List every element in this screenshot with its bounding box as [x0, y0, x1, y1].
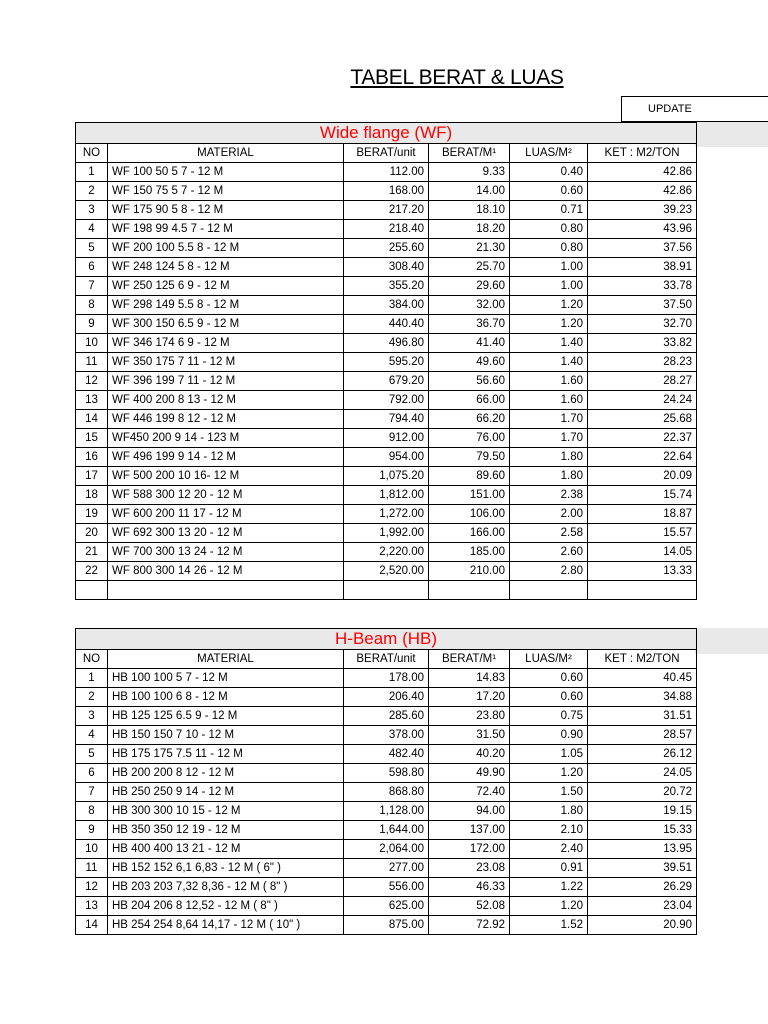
cell-ket: 42.86: [588, 182, 697, 201]
cell-berat-m: 79.50: [429, 448, 510, 467]
cell-no: 6: [76, 764, 108, 783]
header-ket: KET : M2/TON: [588, 650, 697, 669]
cell-no: 1: [76, 669, 108, 688]
cell-luas: 2.80: [510, 562, 588, 581]
cell-berat-unit: 2,220.00: [344, 543, 429, 562]
cell-ket: 13.95: [588, 840, 697, 859]
cell-berat-m: 32.00: [429, 296, 510, 315]
cell-berat-m: 106.00: [429, 505, 510, 524]
cell-no: 13: [76, 897, 108, 916]
cell-material: WF 248 124 5 8 - 12 M: [108, 258, 344, 277]
wf-title-strip: [695, 122, 768, 147]
cell-berat-m: 21.30: [429, 239, 510, 258]
cell-ket: 37.56: [588, 239, 697, 258]
cell-ket: 23.04: [588, 897, 697, 916]
table-row: [76, 448, 697, 467]
table-row: [76, 916, 697, 935]
cell-berat-m: 66.00: [429, 391, 510, 410]
cell-berat-unit: 178.00: [344, 669, 429, 688]
cell-berat-unit: 912.00: [344, 429, 429, 448]
table-row: [76, 163, 697, 182]
cell-berat-unit: 868.80: [344, 783, 429, 802]
hb-table: [75, 628, 697, 935]
cell-berat-unit: 794.40: [344, 410, 429, 429]
cell-luas: 1.00: [510, 277, 588, 296]
cell-no: 4: [76, 726, 108, 745]
cell-ket: 39.23: [588, 201, 697, 220]
cell-ket: 33.78: [588, 277, 697, 296]
table-row: [76, 726, 697, 745]
cell-berat-unit: 556.00: [344, 878, 429, 897]
table-row: [76, 353, 697, 372]
table-row: [76, 334, 697, 353]
cell-ket: 19.15: [588, 802, 697, 821]
cell-berat-m: 41.40: [429, 334, 510, 353]
cell-luas: 0.91: [510, 859, 588, 878]
cell-material: WF 100 50 5 7 - 12 M: [108, 163, 344, 182]
cell-material: WF 500 200 10 16- 12 M: [108, 467, 344, 486]
cell-no: 9: [76, 315, 108, 334]
cell-berat-unit: 875.00: [344, 916, 429, 935]
header-berat-m: BERAT/M¹: [429, 144, 510, 163]
cell-no: 10: [76, 334, 108, 353]
cell-material: WF 175 90 5 8 - 12 M: [108, 201, 344, 220]
cell-berat-m: 185.00: [429, 543, 510, 562]
cell-ket: [588, 581, 697, 600]
cell-no: 16: [76, 448, 108, 467]
cell-luas: 0.60: [510, 182, 588, 201]
cell-material: WF 446 199 8 12 - 12 M: [108, 410, 344, 429]
cell-ket: 40.45: [588, 669, 697, 688]
cell-berat-unit: 792.00: [344, 391, 429, 410]
cell-berat-m: 89.60: [429, 467, 510, 486]
cell-no: 2: [76, 182, 108, 201]
cell-ket: 13.33: [588, 562, 697, 581]
cell-ket: 15.74: [588, 486, 697, 505]
cell-luas: 0.60: [510, 688, 588, 707]
cell-luas: 0.90: [510, 726, 588, 745]
header-no: NO: [76, 650, 108, 669]
cell-material: WF 198 99 4.5 7 - 12 M: [108, 220, 344, 239]
cell-material: HB 300 300 10 15 - 12 M: [108, 802, 344, 821]
cell-material: WF 346 174 6 9 - 12 M: [108, 334, 344, 353]
cell-luas: 1.20: [510, 296, 588, 315]
cell-berat-unit: 2,520.00: [344, 562, 429, 581]
cell-berat-m: 49.60: [429, 353, 510, 372]
cell-no: 5: [76, 745, 108, 764]
cell-berat-unit: 1,812.00: [344, 486, 429, 505]
cell-luas: 1.00: [510, 258, 588, 277]
header-berat-unit: BERAT/unit: [344, 650, 429, 669]
cell-berat-m: 72.40: [429, 783, 510, 802]
cell-no: 3: [76, 201, 108, 220]
cell-material: WF 200 100 5.5 8 - 12 M: [108, 239, 344, 258]
table-row: [76, 182, 697, 201]
cell-luas: 2.58: [510, 524, 588, 543]
cell-material: WF 298 149 5.5 8 - 12 M: [108, 296, 344, 315]
cell-luas: 0.80: [510, 220, 588, 239]
cell-berat-m: 210.00: [429, 562, 510, 581]
cell-ket: 15.33: [588, 821, 697, 840]
cell-material: HB 125 125 6.5 9 - 12 M: [108, 707, 344, 726]
cell-no: 13: [76, 391, 108, 410]
cell-material: WF 250 125 6 9 - 12 M: [108, 277, 344, 296]
cell-berat-unit: 954.00: [344, 448, 429, 467]
header-luas: LUAS/M²: [510, 144, 588, 163]
cell-ket: 38.91: [588, 258, 697, 277]
table-row: [76, 429, 697, 448]
cell-no: 18: [76, 486, 108, 505]
cell-berat-unit: 679.20: [344, 372, 429, 391]
cell-luas: 1.20: [510, 315, 588, 334]
table-row: [76, 315, 697, 334]
cell-berat-unit: 1,644.00: [344, 821, 429, 840]
cell-berat-m: 66.20: [429, 410, 510, 429]
cell-luas: 0.80: [510, 239, 588, 258]
cell-no: 22: [76, 562, 108, 581]
cell-berat-unit: 112.00: [344, 163, 429, 182]
cell-berat-unit: 217.20: [344, 201, 429, 220]
cell-material: HB 100 100 5 7 - 12 M: [108, 669, 344, 688]
update-cell: UPDATE: [621, 96, 768, 122]
cell-berat-unit: 1,128.00: [344, 802, 429, 821]
cell-ket: 28.27: [588, 372, 697, 391]
header-berat-m: BERAT/M¹: [429, 650, 510, 669]
cell-no: 3: [76, 707, 108, 726]
table-row: [76, 802, 697, 821]
cell-berat-unit: 378.00: [344, 726, 429, 745]
cell-berat-m: 23.80: [429, 707, 510, 726]
cell-ket: 33.82: [588, 334, 697, 353]
cell-ket: 32.70: [588, 315, 697, 334]
cell-berat-m: 18.20: [429, 220, 510, 239]
cell-ket: 28.23: [588, 353, 697, 372]
cell-berat-unit: 598.80: [344, 764, 429, 783]
section-title: Wide flange (WF): [76, 123, 697, 144]
cell-berat-m: 94.00: [429, 802, 510, 821]
cell-luas: 2.00: [510, 505, 588, 524]
cell-luas: 1.40: [510, 334, 588, 353]
cell-berat-m: 172.00: [429, 840, 510, 859]
cell-material: HB 203 203 7,32 8,36 - 12 M ( 8" ): [108, 878, 344, 897]
cell-berat-unit: 384.00: [344, 296, 429, 315]
cell-no: [76, 581, 108, 600]
cell-berat-unit: 308.40: [344, 258, 429, 277]
cell-no: 11: [76, 353, 108, 372]
cell-no: 1: [76, 163, 108, 182]
table-row: [76, 220, 697, 239]
cell-material: HB 175 175 7.5 11 - 12 M: [108, 745, 344, 764]
cell-luas: 1.60: [510, 391, 588, 410]
cell-no: 9: [76, 821, 108, 840]
cell-material: WF 700 300 13 24 - 12 M: [108, 543, 344, 562]
cell-luas: 1.52: [510, 916, 588, 935]
cell-material: WF 692 300 13 20 - 12 M: [108, 524, 344, 543]
cell-luas: 2.38: [510, 486, 588, 505]
cell-no: 5: [76, 239, 108, 258]
table-row: [76, 840, 697, 859]
cell-no: 11: [76, 859, 108, 878]
cell-no: 4: [76, 220, 108, 239]
cell-berat-m: 29.60: [429, 277, 510, 296]
cell-berat-unit: 277.00: [344, 859, 429, 878]
cell-berat-m: 17.20: [429, 688, 510, 707]
cell-luas: 2.10: [510, 821, 588, 840]
cell-ket: 20.72: [588, 783, 697, 802]
table-row: [76, 745, 697, 764]
cell-no: 12: [76, 372, 108, 391]
cell-berat-m: 23.08: [429, 859, 510, 878]
table-row: [76, 878, 697, 897]
cell-berat-m: 166.00: [429, 524, 510, 543]
cell-ket: 26.29: [588, 878, 697, 897]
cell-ket: 25.68: [588, 410, 697, 429]
cell-luas: 1.70: [510, 429, 588, 448]
table-row: [76, 897, 697, 916]
table-row: [76, 239, 697, 258]
cell-no: 15: [76, 429, 108, 448]
cell-luas: 1.60: [510, 372, 588, 391]
cell-berat-unit: 285.60: [344, 707, 429, 726]
cell-luas: 0.75: [510, 707, 588, 726]
table-row: [76, 201, 697, 220]
cell-material: HB 254 254 8,64 14,17 - 12 M ( 10" ): [108, 916, 344, 935]
cell-material: HB 204 206 8 12,52 - 12 M ( 8" ): [108, 897, 344, 916]
cell-luas: 1.80: [510, 802, 588, 821]
cell-luas: 0.60: [510, 669, 588, 688]
page-title: TABEL BERAT & LUAS: [350, 66, 564, 89]
cell-ket: 39.51: [588, 859, 697, 878]
cell-ket: 42.86: [588, 163, 697, 182]
section-title: H-Beam (HB): [76, 629, 697, 650]
cell-berat-m: 31.50: [429, 726, 510, 745]
cell-no: 19: [76, 505, 108, 524]
cell-material: WF 588 300 12 20 - 12 M: [108, 486, 344, 505]
cell-berat-m: 14.83: [429, 669, 510, 688]
cell-berat-m: [429, 581, 510, 600]
cell-ket: 20.09: [588, 467, 697, 486]
table-row: [76, 486, 697, 505]
table-row: [76, 562, 697, 581]
cell-luas: 1.40: [510, 353, 588, 372]
cell-luas: 2.60: [510, 543, 588, 562]
table-row: [76, 859, 697, 878]
cell-berat-unit: 1,272.00: [344, 505, 429, 524]
cell-material: HB 150 150 7 10 - 12 M: [108, 726, 344, 745]
cell-berat-unit: 218.40: [344, 220, 429, 239]
cell-luas: [510, 581, 588, 600]
cell-luas: 1.80: [510, 467, 588, 486]
cell-berat-unit: 2,064.00: [344, 840, 429, 859]
cell-luas: 1.22: [510, 878, 588, 897]
header-material: MATERIAL: [108, 144, 344, 163]
cell-no: 20: [76, 524, 108, 543]
cell-no: 21: [76, 543, 108, 562]
table-row: [76, 821, 697, 840]
cell-berat-unit: 1,075.20: [344, 467, 429, 486]
cell-ket: 26.12: [588, 745, 697, 764]
table-row: [76, 505, 697, 524]
cell-no: 10: [76, 840, 108, 859]
table-row: [76, 467, 697, 486]
cell-berat-m: 36.70: [429, 315, 510, 334]
cell-ket: 43.96: [588, 220, 697, 239]
cell-material: WF 350 175 7 11 - 12 M: [108, 353, 344, 372]
cell-ket: 31.51: [588, 707, 697, 726]
cell-ket: 24.05: [588, 764, 697, 783]
cell-material: WF 150 75 5 7 - 12 M: [108, 182, 344, 201]
cell-no: 8: [76, 802, 108, 821]
table-row: [76, 258, 697, 277]
cell-berat-m: 137.00: [429, 821, 510, 840]
cell-berat-m: 56.60: [429, 372, 510, 391]
cell-berat-unit: 440.40: [344, 315, 429, 334]
cell-berat-unit: 1,992.00: [344, 524, 429, 543]
cell-no: 14: [76, 916, 108, 935]
table-row: [76, 581, 697, 600]
cell-berat-m: 46.33: [429, 878, 510, 897]
cell-material: HB 350 350 12 19 - 12 M: [108, 821, 344, 840]
table-row: [76, 372, 697, 391]
cell-ket: 22.37: [588, 429, 697, 448]
cell-berat-unit: [344, 581, 429, 600]
cell-no: 8: [76, 296, 108, 315]
cell-ket: 34.88: [588, 688, 697, 707]
cell-berat-unit: 482.40: [344, 745, 429, 764]
cell-berat-unit: 625.00: [344, 897, 429, 916]
cell-luas: 0.71: [510, 201, 588, 220]
cell-berat-unit: 168.00: [344, 182, 429, 201]
cell-ket: 20.90: [588, 916, 697, 935]
cell-berat-m: 40.20: [429, 745, 510, 764]
header-berat-unit: BERAT/unit: [344, 144, 429, 163]
cell-berat-m: 151.00: [429, 486, 510, 505]
cell-luas: 1.80: [510, 448, 588, 467]
cell-no: 7: [76, 277, 108, 296]
cell-ket: 37.50: [588, 296, 697, 315]
wf-table: [75, 122, 697, 600]
cell-ket: 18.87: [588, 505, 697, 524]
cell-berat-unit: 496.80: [344, 334, 429, 353]
cell-material: WF 396 199 7 11 - 12 M: [108, 372, 344, 391]
cell-berat-m: 14.00: [429, 182, 510, 201]
table-row: [76, 543, 697, 562]
cell-material: WF 400 200 8 13 - 12 M: [108, 391, 344, 410]
table-row: [76, 524, 697, 543]
cell-no: 12: [76, 878, 108, 897]
cell-berat-unit: 355.20: [344, 277, 429, 296]
cell-luas: 1.70: [510, 410, 588, 429]
cell-ket: 22.64: [588, 448, 697, 467]
cell-luas: 1.20: [510, 764, 588, 783]
cell-berat-unit: 206.40: [344, 688, 429, 707]
header-luas: LUAS/M²: [510, 650, 588, 669]
cell-material: HB 100 100 6 8 - 12 M: [108, 688, 344, 707]
table-row: [76, 410, 697, 429]
table-row: [76, 688, 697, 707]
cell-berat-m: 76.00: [429, 429, 510, 448]
header-material: MATERIAL: [108, 650, 344, 669]
cell-ket: 14.05: [588, 543, 697, 562]
table-row: [76, 296, 697, 315]
cell-berat-m: 52.08: [429, 897, 510, 916]
header-no: NO: [76, 144, 108, 163]
cell-luas: 1.20: [510, 897, 588, 916]
cell-no: 14: [76, 410, 108, 429]
cell-luas: 2.40: [510, 840, 588, 859]
cell-material: HB 400 400 13 21 - 12 M: [108, 840, 344, 859]
cell-berat-m: 18.10: [429, 201, 510, 220]
cell-material: WF 300 150 6.5 9 - 12 M: [108, 315, 344, 334]
cell-berat-unit: 255.60: [344, 239, 429, 258]
cell-material: HB 152 152 6,1 6,83 - 12 M ( 6" ): [108, 859, 344, 878]
cell-material: WF 800 300 14 26 - 12 M: [108, 562, 344, 581]
table-row: [76, 783, 697, 802]
cell-no: 6: [76, 258, 108, 277]
hb-title-strip: [695, 628, 768, 654]
cell-material: WF450 200 9 14 - 123 M: [108, 429, 344, 448]
header-ket: KET : M2/TON: [588, 144, 697, 163]
cell-luas: 0.40: [510, 163, 588, 182]
cell-berat-m: 9.33: [429, 163, 510, 182]
cell-material: HB 200 200 8 12 - 12 M: [108, 764, 344, 783]
cell-material: [108, 581, 344, 600]
cell-luas: 1.05: [510, 745, 588, 764]
cell-ket: 15.57: [588, 524, 697, 543]
cell-material: WF 600 200 11 17 - 12 M: [108, 505, 344, 524]
table-row: [76, 764, 697, 783]
cell-ket: 28.57: [588, 726, 697, 745]
cell-berat-m: 25.70: [429, 258, 510, 277]
cell-no: 17: [76, 467, 108, 486]
cell-no: 7: [76, 783, 108, 802]
table-row: [76, 669, 697, 688]
cell-berat-m: 72.92: [429, 916, 510, 935]
cell-berat-unit: 595.20: [344, 353, 429, 372]
cell-ket: 24.24: [588, 391, 697, 410]
cell-material: WF 496 199 9 14 - 12 M: [108, 448, 344, 467]
table-row: [76, 391, 697, 410]
cell-no: 2: [76, 688, 108, 707]
cell-material: HB 250 250 9 14 - 12 M: [108, 783, 344, 802]
table-row: [76, 707, 697, 726]
cell-berat-m: 49.90: [429, 764, 510, 783]
cell-luas: 1.50: [510, 783, 588, 802]
table-row: [76, 277, 697, 296]
